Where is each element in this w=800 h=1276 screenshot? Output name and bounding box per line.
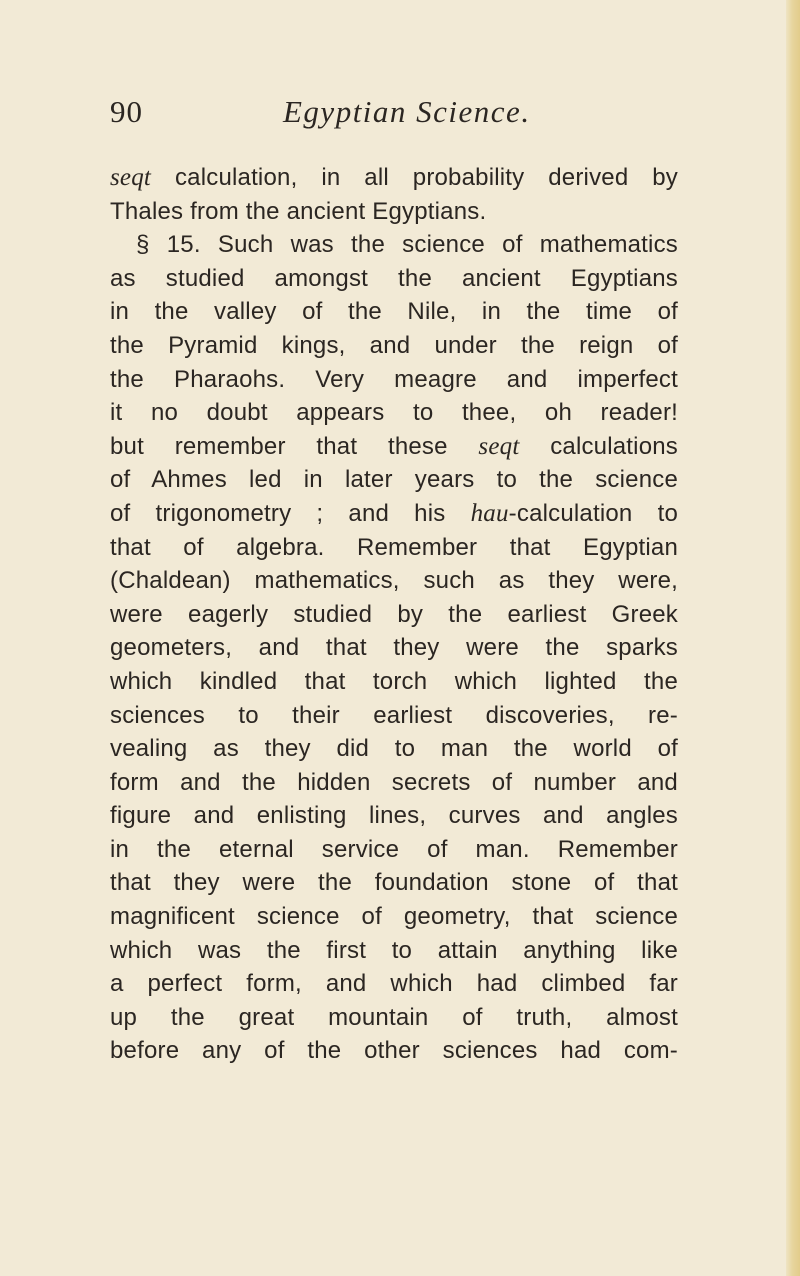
text-line: the Pyramid kings, and under the reign of [110,331,678,359]
text-line: (Chaldean) mathematics, such as they were, [110,567,678,595]
text-line: were eagerly studied by the earliest Greek [110,600,678,628]
text-line: up the great mountain of truth, almost [110,1003,678,1031]
body-text [110,161,678,1068]
text-line: magnificent science of geometry, that science [110,903,678,931]
text-line: figure and enlisting lines, curves and angles [110,802,678,830]
italic-term: seqt [110,164,152,191]
text-line: in the eternal service of man. Remember [110,835,678,863]
text-line: vealing as they did to man the world of [110,735,678,763]
page-number: 90 [110,94,143,129]
page-header [110,90,678,134]
text-line: Thales from the ancient Egyptians. [110,197,487,225]
text-line: form and the hidden secrets of number and [110,768,678,796]
italic-term: hau [470,499,509,527]
italic-term: seqt [478,432,520,460]
text-line: that they were the foundation stone of that [110,869,678,897]
page-edge [786,0,800,1276]
text-line: which kindled that torch which lighted the [110,667,678,695]
text-line: the Pharaohs. Very meagre and imperfect [110,365,678,393]
text-line: geometers, and that they were the sparks [110,634,678,662]
text-line: before any of the other sciences had com- [110,1037,678,1065]
text-line: which was the first to attain anything like [110,936,678,964]
text-line: sciences to their earliest discoveries, re- [110,701,678,729]
text-line: of Ahmes led in later years to the science [110,466,678,494]
text-line: as studied amongst the ancient Egyptians [110,264,678,292]
text-line: in the valley of the Nile, in the time of [110,298,678,326]
running-title: Egyptian Science. [283,94,531,129]
text-line: seqt calculation, in all probability derived by [110,164,678,191]
text-line: a perfect form, and which had climbed far [110,970,678,998]
text-line: § 15. Such was the science of mathematics [136,231,678,259]
text-line: but remember that these seqt calculations [110,432,679,460]
text-line: it no doubt appears to thee, oh reader! [110,399,678,427]
text-line: that of algebra. Remember that Egyptian [110,533,678,561]
text-line: of trigonometry ; and his hau-calculation to [110,499,678,527]
